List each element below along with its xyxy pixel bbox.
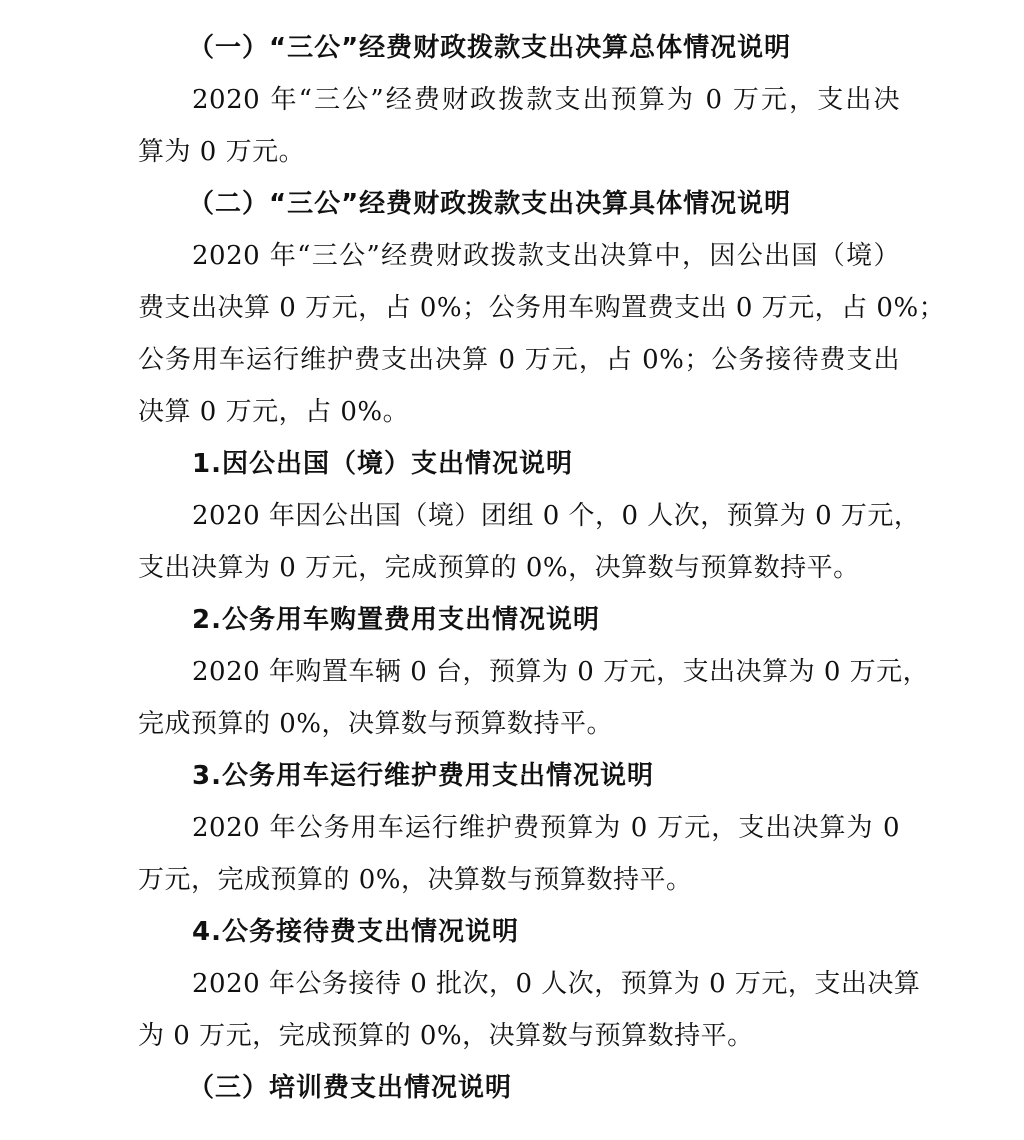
paragraph-line: 2020 年“三公”经费财政拨款支出预算为 0 万元，支出决 bbox=[192, 85, 900, 115]
section-heading-1: （一）“三公”经费财政拨款支出决算总体情况说明 bbox=[188, 33, 792, 63]
paragraph-line: 2020 年因公出国（境）团组 0 个，0 人次，预算为 0 万元， bbox=[192, 501, 921, 531]
subsection-heading-3: 3.公务用车运行维护费用支出情况说明 bbox=[192, 761, 654, 791]
paragraph-line: 2020 年“三公”经费财政拨款支出决算中，因公出国（境） bbox=[192, 241, 900, 271]
paragraph-line: 公务用车运行维护费支出决算 0 万元，占 0%；公务接待费支出 bbox=[138, 345, 900, 375]
paragraph-line: 2020 年购置车辆 0 台，预算为 0 万元，支出决算为 0 万元， bbox=[192, 657, 930, 687]
subsection-heading-4: 4.公务接待费支出情况说明 bbox=[192, 917, 519, 947]
paragraph-line: 2020 年公务接待 0 批次，0 人次，预算为 0 万元，支出决算 bbox=[192, 969, 921, 999]
paragraph-line: 算为 0 万元。 bbox=[138, 137, 306, 167]
paragraph-line: 为 0 万元，完成预算的 0%，决算数与预算数持平。 bbox=[138, 1021, 754, 1051]
subsection-heading-1: 1.因公出国（境）支出情况说明 bbox=[192, 449, 573, 479]
paragraph-line: 2020 年公务用车运行维护费预算为 0 万元，支出决算为 0 bbox=[192, 813, 900, 843]
section-heading-2: （二）“三公”经费财政拨款支出决算具体情况说明 bbox=[188, 189, 792, 219]
subsection-heading-2: 2.公务用车购置费用支出情况说明 bbox=[192, 605, 600, 635]
paragraph-line: 支出决算为 0 万元，完成预算的 0%，决算数与预算数持平。 bbox=[138, 553, 860, 583]
paragraph-line: 万元，完成预算的 0%，决算数与预算数持平。 bbox=[138, 865, 693, 895]
paragraph-line: 费支出决算 0 万元，占 0%；公务用车购置费支出 0 万元，占 0%； bbox=[138, 293, 946, 323]
paragraph-line: 完成预算的 0%，决算数与预算数持平。 bbox=[138, 709, 614, 739]
paragraph-line: 决算 0 万元，占 0%。 bbox=[138, 397, 410, 427]
section-heading-3: （三）培训费支出情况说明 bbox=[188, 1073, 513, 1103]
document-page bbox=[138, 22, 946, 1114]
